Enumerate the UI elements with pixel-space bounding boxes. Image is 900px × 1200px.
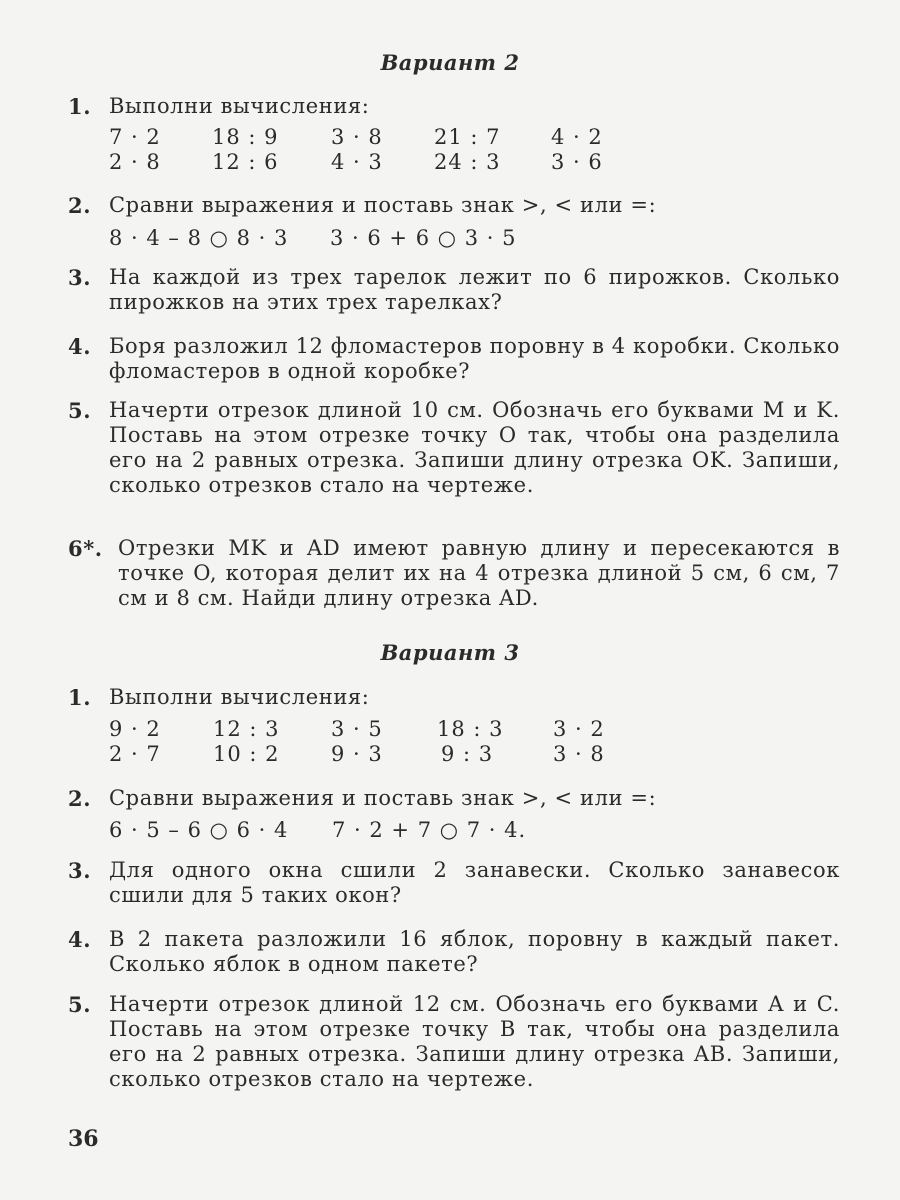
calc-cell: 10 : 2 [213,742,280,766]
calc-cell: 21 : 7 [434,125,501,149]
calc-cell: 9 · 2 [109,717,161,741]
v3-task-5 [68,992,840,1092]
task-text: На каждой из трех тарелок лежит по 6 пирожков. Сколько пирожков на этих трех тарелках? [109,265,840,314]
calc-cell: 24 : 3 [434,150,501,174]
task-number: 3. [68,265,92,290]
v2-task-5 [68,398,840,498]
task-number: 5. [68,398,92,423]
calc-cell: 12 : 6 [212,150,279,174]
task-text: Выполни вычисления: [109,685,370,709]
task-text: Сравни выражения и поставь знак >, < или =: [109,193,657,217]
calc-cell: 18 : 3 [437,717,504,741]
calc-cell: 3 · 2 [553,717,605,741]
compare-expression: 8 · 4 – 8 ○ 8 · 3 [109,226,289,250]
calc-cell: 4 · 2 [551,125,603,149]
task-number: 4. [68,334,92,359]
task-text: Начерти отрезок длиной 12 см. Обозначь его буквами A и C. Поставь на этом отрезке точку B так, чтобы она разделила его на 2 равных отрезка. Запиши длину отрезка AB. Запиши, сколько отрезков стало на чертеже. [109,992,840,1091]
calc-cell: 2 · 8 [109,150,161,174]
task-number: 1. [68,685,92,710]
v3-task-3 [68,858,840,908]
v2-task-3 [68,265,840,315]
task-number: 1. [68,94,92,119]
task-number: 2. [68,786,92,811]
calc-cell: 9 : 3 [441,742,494,766]
calc-cell: 7 · 2 [109,125,161,149]
task-number: 5. [68,992,92,1017]
task-text: Боря разложил 12 фломастеров поровну в 4 коробки. Сколько фломастеров в одной коробке? [109,334,840,383]
calc-cell: 3 · 8 [553,742,605,766]
compare-expression: 7 · 2 + 7 ○ 7 · 4. [332,818,527,842]
task-number: 6*. [68,536,103,561]
v3-task-4 [68,927,840,977]
v3-task-2 [68,786,840,811]
calc-cell: 3 · 6 [551,150,603,174]
calc-cell: 18 : 9 [212,125,279,149]
task-number: 3. [68,858,92,883]
v3-task-1 [68,685,840,710]
compare-expression: 3 · 6 + 6 ○ 3 · 5 [330,226,517,250]
variant-3-title: Вариант 3 [380,640,520,665]
task-text: В 2 пакета разложили 16 яблок, поровну в каждый пакет. Сколько яблок в одном пакете? [109,927,840,976]
calc-cell: 3 · 5 [331,717,383,741]
v2-task-2 [68,193,840,218]
compare-expression: 6 · 5 – 6 ○ 6 · 4 [109,818,289,842]
calc-cell: 2 · 7 [109,742,161,766]
calc-cell: 4 · 3 [331,150,383,174]
task-text: Начерти отрезок длиной 10 см. Обозначь его буквами M и K. Поставь на этом отрезке точку O так, чтобы она разделила его на 2 равных отрезка. Запиши длину отрезка OK. Запиши, сколько отрезков стало на чертеже. [109,398,840,497]
calc-cell: 12 : 3 [213,717,280,741]
v2-task-6 [68,536,840,611]
v2-task-1 [68,94,840,119]
task-text: Для одного окна сшили 2 занавески. Сколько занавесок сшили для 5 таких окон? [109,858,840,907]
page-number: 36 [68,1126,99,1152]
variant-2-title: Вариант 2 [380,50,520,75]
task-number: 4. [68,927,92,952]
task-number: 2. [68,193,92,218]
task-text: Отрезки MK и AD имеют равную длину и пересекаются в точке O, которая делит их на 4 отрезка длиной 5 см, 6 см, 7 см и 8 см. Найди длину отрезка AD. [118,536,840,610]
calc-cell: 3 · 8 [331,125,383,149]
calc-cell: 9 · 3 [331,742,383,766]
task-text: Сравни выражения и поставь знак >, < или =: [109,786,657,810]
task-text: Выполни вычисления: [109,94,370,118]
v2-task-4 [68,334,840,384]
